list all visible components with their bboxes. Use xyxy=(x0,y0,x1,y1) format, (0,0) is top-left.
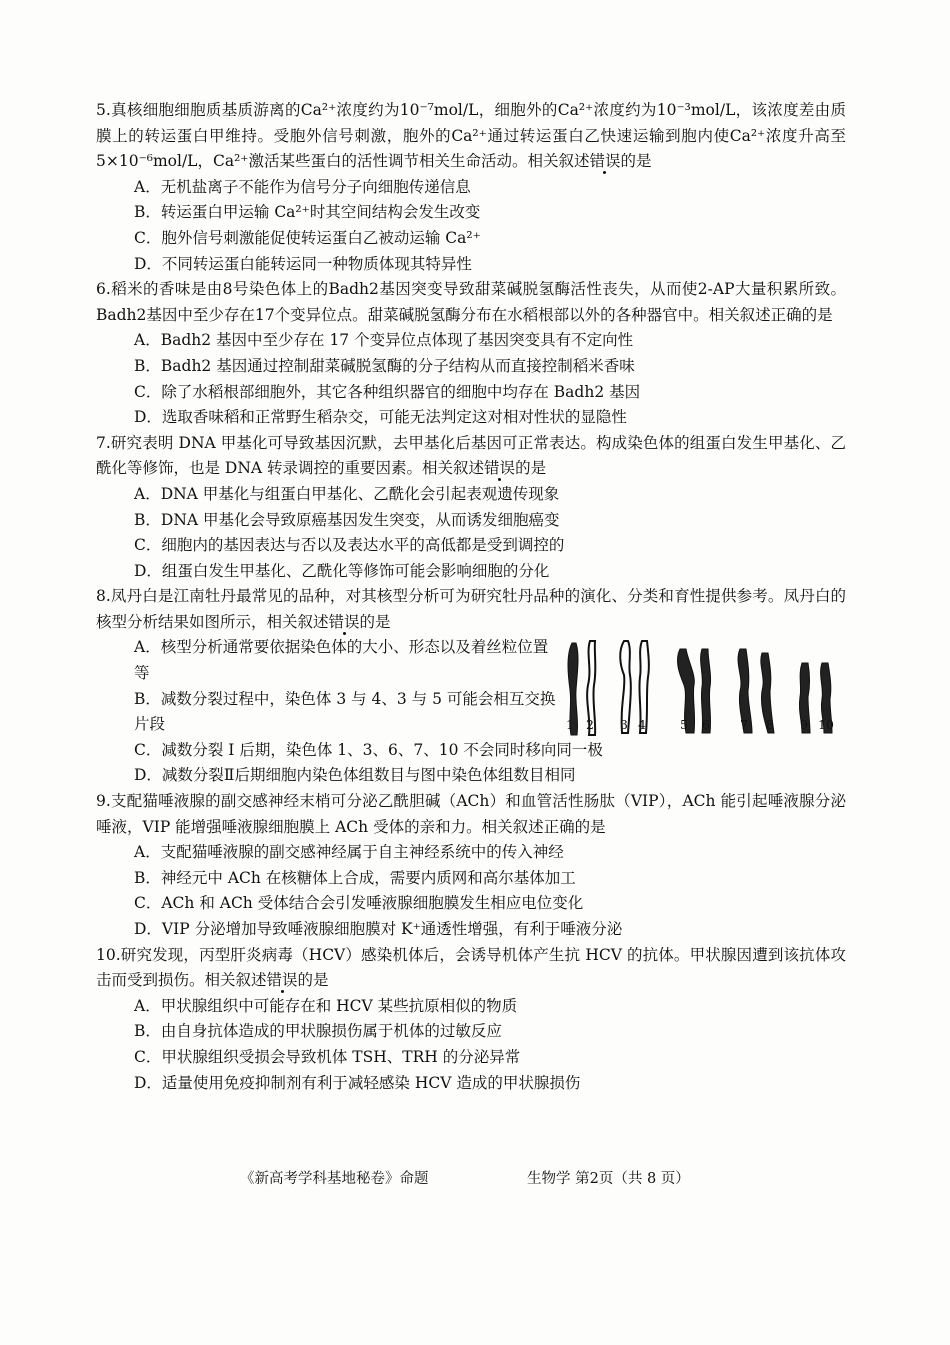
question-7-stem: 7.研究表明 DNA 甲基化可导致基因沉默，去甲基化后基因可正常表达。构成染色体的组蛋白发生甲基化、乙酰化等修饰，也是 DNA 转录调控的重要因素。相关叙述错误的是 xyxy=(96,433,846,478)
question-7-option-c: C．细胞内的基因表达与否以及表达水平的高低都是受到调控的 xyxy=(134,536,565,555)
question-9-option-c: C．ACh 和 ACh 受体结合会引发唾液腺细胞膜发生相应电位变化 xyxy=(134,894,584,913)
question-6-stem: 6.稻米的香味是由8号染色体上的Badh2基因突变导致甜菜碱脱氢酶活性丧失，从而使2-AP大量积累所致。Badh2基因中至少存在17个变异位点。甜菜碱脱氢酶分布在水稻根部以外的各种器官中。相关叙述正确的是 xyxy=(96,280,846,324)
question-5-option-b: B．转运蛋白甲运输 Ca²⁺时其空间结构会发生改变 xyxy=(134,203,481,222)
footer-source: 《新高考学科基地秘卷》命题 xyxy=(240,1171,429,1187)
emphasis-mark: 错误 xyxy=(589,152,621,171)
question-5-option-c: C．胞外信号刺激能促使转运蛋白乙被动运输 Ca²⁺ xyxy=(134,228,481,247)
question-10-option-c: C．甲状腺组织受损会导致机体 TSH、TRH 的分泌异常 xyxy=(134,1047,521,1066)
question-8-option-c: C．减数分裂 I 后期，染色体 1、3、6、7、10 不会同时移向同一极 xyxy=(134,740,603,759)
question-5 xyxy=(96,98,846,277)
question-8-option-b: B．减数分裂过程中，染色体 3 与 4、3 与 5 可能会相互交换片段 xyxy=(134,689,556,734)
footer-page-number: 生物学 第2页（共 8 页） xyxy=(527,1171,690,1187)
chromosome-label-7: 7 xyxy=(740,717,748,733)
chromosome-label-6: 6 xyxy=(702,717,710,733)
question-7-option-d: D．组蛋白发生甲基化、乙酰化等修饰可能会影响细胞的分化 xyxy=(134,561,550,580)
question-10-option-d: D．适量使用免疫抑制剂有利于减轻感染 HCV 造成的甲状腺损伤 xyxy=(134,1073,581,1092)
question-8-stem: 8.凤丹白是江南牡丹最常见的品种，对其核型分析可为研究牡丹品种的演化、分类和育性提供参考。凤丹白的核型分析结果如图所示，相关叙述错误的是 xyxy=(96,587,846,631)
emphasis-mark: 错误 xyxy=(328,612,360,631)
question-8-body xyxy=(96,635,846,737)
question-6 xyxy=(96,277,846,431)
question-10 xyxy=(96,943,846,1097)
question-8-option-a: A．核型分析通常要依据染色体的大小、形态以及着丝粒位置等 xyxy=(134,638,549,683)
question-6-option-a: A．Badh2 基因中至少存在 17 个变异位点体现了基因突变具有不定向性 xyxy=(134,331,634,350)
question-7-option-a: A．DNA 甲基化与组蛋白甲基化、乙酰化会引起表观遗传现象 xyxy=(134,484,560,503)
question-7 xyxy=(96,431,846,585)
question-6-option-b: B．Badh2 基因通过控制甜菜碱脱氢酶的分子结构从而直接控制稻米香味 xyxy=(134,356,635,375)
question-9-option-b: B．神经元中 ACh 在核糖体上合成，需要内质网和高尔基体加工 xyxy=(134,868,576,887)
question-5-option-d: D．不同转运蛋白能转运同一种物质体现其特异性 xyxy=(134,254,472,273)
question-9-stem: 9.支配猫唾液腺的副交感神经末梢可分泌乙酰胆碱（ACh）和血管活性肠肽（VIP），ACh 能引起唾液腺分泌唾液，VIP 能增强唾液腺细胞膜上 ACh 受体的亲和力。相关叙述正确的是 xyxy=(96,792,846,836)
chromosome-label-1: 1 xyxy=(566,717,574,733)
chromosome-label-10: 10 xyxy=(818,717,834,733)
chromosome-label-8: 8 xyxy=(766,717,774,733)
emphasis-mark: 错误 xyxy=(266,971,298,990)
question-9-option-d: D．VIP 分泌增加导致唾液腺细胞膜对 K⁺通透性增强，有利于唾液分泌 xyxy=(134,920,623,938)
question-9-option-a: A．支配猫唾液腺的副交感神经属于自主神经系统中的传入神经 xyxy=(134,843,564,862)
chromosome-label-5: 5 xyxy=(680,717,688,733)
question-8-options-ab xyxy=(96,635,556,737)
question-6-option-d: D．选取香味稻和正常野生稻杂交，可能无法判定这对相对性状的显隐性 xyxy=(134,408,627,427)
question-8 xyxy=(96,584,846,789)
emphasis-mark: 错误 xyxy=(484,459,516,478)
question-5-stem: 5.真核细胞细胞质基质游离的Ca²⁺浓度约为10⁻⁷mol/L，细胞外的Ca²⁺浓度约为10⁻³mol/L，该浓度差由质膜上的转运蛋白甲维持。受胞外信号刺激，胞外的Ca²⁺通过转运蛋白乙快速运输到胞内使Ca²⁺浓度升高至5×10⁻⁶mol/L，Ca²⁺激活某些蛋白的活性调节相关生命活动。相关叙述错误的是 xyxy=(96,101,846,171)
karyotype-labels xyxy=(562,717,852,737)
chromosome-label-2: 2 xyxy=(586,717,594,733)
question-10-stem: 10.研究发现，丙型肝炎病毒（HCV）感染机体后，会诱导机体产生抗 HCV 的抗体。甲状腺因遭到该抗体攻击而受到损伤。相关叙述错误的是 xyxy=(96,945,846,990)
question-10-option-b: B．由自身抗体造成的甲状腺损伤属于机体的过敏反应 xyxy=(134,1022,502,1041)
chromosome-label-9: 9 xyxy=(800,717,808,733)
karyotype-figure xyxy=(562,635,852,745)
question-6-option-c: C．除了水稻根部细胞外，其它各种组织器官的细胞中均存在 Badh2 基因 xyxy=(134,382,641,401)
chromosome-label-4: 4 xyxy=(638,717,646,733)
question-8-option-d: D．减数分裂Ⅱ后期细胞内染色体组数目与图中染色体组数目相同 xyxy=(134,766,576,785)
question-7-option-b: B．DNA 甲基化会导致原癌基因发生突变，从而诱发细胞癌变 xyxy=(134,510,560,529)
question-10-option-a: A．甲状腺组织中可能存在和 HCV 某些抗原相似的物质 xyxy=(134,996,518,1015)
question-9 xyxy=(96,789,846,943)
question-list xyxy=(96,98,846,1096)
chromosome-label-3: 3 xyxy=(620,717,628,733)
question-5-option-a: A．无机盐离子不能作为信号分子向细胞传递信息 xyxy=(134,177,471,196)
